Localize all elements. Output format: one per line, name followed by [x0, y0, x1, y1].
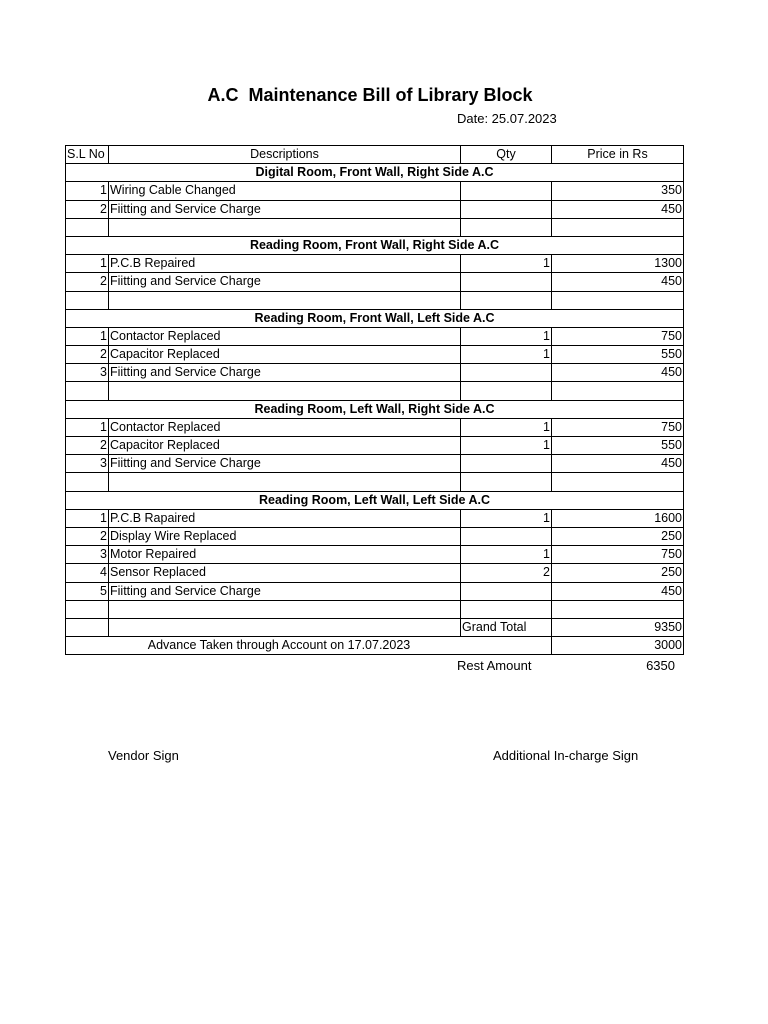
row-sl-no: 1: [66, 255, 109, 273]
row-description: Display Wire Replaced: [109, 527, 461, 545]
blank-cell: [66, 291, 109, 309]
section-title: Reading Room, Left Wall, Right Side A.C: [66, 400, 684, 418]
incharge-sign-label: Additional In-charge Sign: [493, 748, 639, 763]
row-description: Fiitting and Service Charge: [109, 455, 461, 473]
blank-cell: [109, 473, 461, 491]
grand-total-label: Grand Total: [461, 618, 552, 636]
bill-table: [65, 145, 684, 655]
section-row: [66, 309, 684, 327]
section-title: Reading Room, Front Wall, Left Side A.C: [66, 309, 684, 327]
row-description: Fiitting and Service Charge: [109, 273, 461, 291]
row-qty: 1: [461, 418, 552, 436]
blank-cell: [66, 600, 109, 618]
row-price: 550: [552, 437, 684, 455]
row-qty: 1: [461, 509, 552, 527]
row-description: Sensor Replaced: [109, 564, 461, 582]
row-sl-no: 2: [66, 200, 109, 218]
section-row: [66, 164, 684, 182]
blank-cell: [552, 218, 684, 236]
table-row: [66, 346, 684, 364]
row-sl-no: 2: [66, 527, 109, 545]
table-row: [66, 273, 684, 291]
row-sl-no: 5: [66, 582, 109, 600]
row-qty: 1: [461, 546, 552, 564]
section-row: [66, 491, 684, 509]
row-qty: [461, 527, 552, 545]
blank-row: [66, 291, 684, 309]
table-row: [66, 582, 684, 600]
row-qty: 1: [461, 437, 552, 455]
section-title: Digital Room, Front Wall, Right Side A.C: [66, 164, 684, 182]
blank-cell: [109, 218, 461, 236]
row-price: 750: [552, 327, 684, 345]
table-row: [66, 182, 684, 200]
blank-cell: [552, 382, 684, 400]
table-row: [66, 564, 684, 582]
rest-amount-label: Rest Amount: [457, 658, 532, 673]
row-price: 450: [552, 582, 684, 600]
section-title: Reading Room, Front Wall, Right Side A.C: [66, 236, 684, 254]
row-price: 250: [552, 564, 684, 582]
table-row: [66, 327, 684, 345]
row-sl-no: 3: [66, 364, 109, 382]
section-title: Reading Room, Left Wall, Left Side A.C: [66, 491, 684, 509]
row-qty: [461, 455, 552, 473]
row-sl-no: 2: [66, 437, 109, 455]
advance-row: [66, 637, 684, 655]
table-row: [66, 364, 684, 382]
row-description: P.C.B Rapaired: [109, 509, 461, 527]
row-price: 450: [552, 273, 684, 291]
section-row: [66, 400, 684, 418]
row-description: Wiring Cable Changed: [109, 182, 461, 200]
row-sl-no: 4: [66, 564, 109, 582]
row-sl-no: 2: [66, 346, 109, 364]
row-price: 450: [552, 455, 684, 473]
table-row: [66, 200, 684, 218]
row-price: 450: [552, 200, 684, 218]
blank-cell: [109, 382, 461, 400]
row-sl-no: 1: [66, 327, 109, 345]
blank-cell: [461, 218, 552, 236]
row-description: Contactor Replaced: [109, 418, 461, 436]
vendor-sign-label: Vendor Sign: [108, 748, 179, 763]
row-sl-no: 3: [66, 455, 109, 473]
row-price: 450: [552, 364, 684, 382]
blank-cell: [109, 291, 461, 309]
row-price: 1600: [552, 509, 684, 527]
blank-cell: [109, 600, 461, 618]
row-description: Motor Repaired: [109, 546, 461, 564]
blank-row: [66, 473, 684, 491]
table-row: [66, 418, 684, 436]
grand-total-row: [66, 618, 684, 636]
blank-cell: [552, 291, 684, 309]
row-qty: 1: [461, 255, 552, 273]
row-qty: [461, 182, 552, 200]
row-price: 550: [552, 346, 684, 364]
table-header-row: [66, 146, 684, 164]
row-description: Contactor Replaced: [109, 327, 461, 345]
header-price: Price in Rs: [552, 146, 684, 164]
row-description: Capacitor Replaced: [109, 346, 461, 364]
bill-date: Date: 25.07.2023: [457, 111, 557, 126]
row-qty: [461, 273, 552, 291]
advance-value: 3000: [552, 637, 684, 655]
section-row: [66, 236, 684, 254]
blank-cell: [66, 218, 109, 236]
bill-table-body: [66, 146, 684, 655]
row-qty: [461, 364, 552, 382]
header-sl-no: S.L No: [66, 146, 109, 164]
row-sl-no: 1: [66, 182, 109, 200]
bill-title: A.C Maintenance Bill of Library Block: [207, 85, 533, 105]
row-sl-no: 1: [66, 418, 109, 436]
blank-row: [66, 600, 684, 618]
blank-cell: [66, 382, 109, 400]
header-descriptions: Descriptions: [109, 146, 461, 164]
row-description: Fiitting and Service Charge: [109, 200, 461, 218]
table-row: [66, 527, 684, 545]
row-price: 250: [552, 527, 684, 545]
row-qty: [461, 582, 552, 600]
row-description: Fiitting and Service Charge: [109, 364, 461, 382]
row-price: 750: [552, 418, 684, 436]
blank-row: [66, 218, 684, 236]
blank-cell: [461, 382, 552, 400]
table-row: [66, 255, 684, 273]
row-qty: [461, 200, 552, 218]
blank-cell: [66, 618, 109, 636]
advance-label: Advance Taken through Account on 17.07.2023: [66, 637, 552, 655]
row-price: 1300: [552, 255, 684, 273]
rest-amount-value: 6350: [646, 658, 675, 673]
blank-cell: [461, 473, 552, 491]
row-price: 350: [552, 182, 684, 200]
table-row: [66, 509, 684, 527]
row-sl-no: 3: [66, 546, 109, 564]
grand-total-value: 9350: [552, 618, 684, 636]
blank-cell: [552, 600, 684, 618]
blank-cell: [109, 618, 461, 636]
blank-cell: [552, 473, 684, 491]
blank-cell: [66, 473, 109, 491]
row-price: 750: [552, 546, 684, 564]
row-sl-no: 2: [66, 273, 109, 291]
row-qty: 1: [461, 327, 552, 345]
row-description: Capacitor Replaced: [109, 437, 461, 455]
blank-cell: [461, 291, 552, 309]
row-description: P.C.B Repaired: [109, 255, 461, 273]
table-row: [66, 437, 684, 455]
row-description: Fiitting and Service Charge: [109, 582, 461, 600]
blank-cell: [461, 600, 552, 618]
row-qty: 2: [461, 564, 552, 582]
blank-row: [66, 382, 684, 400]
row-sl-no: 1: [66, 509, 109, 527]
table-row: [66, 455, 684, 473]
table-row: [66, 546, 684, 564]
header-qty: Qty: [461, 146, 552, 164]
row-qty: 1: [461, 346, 552, 364]
